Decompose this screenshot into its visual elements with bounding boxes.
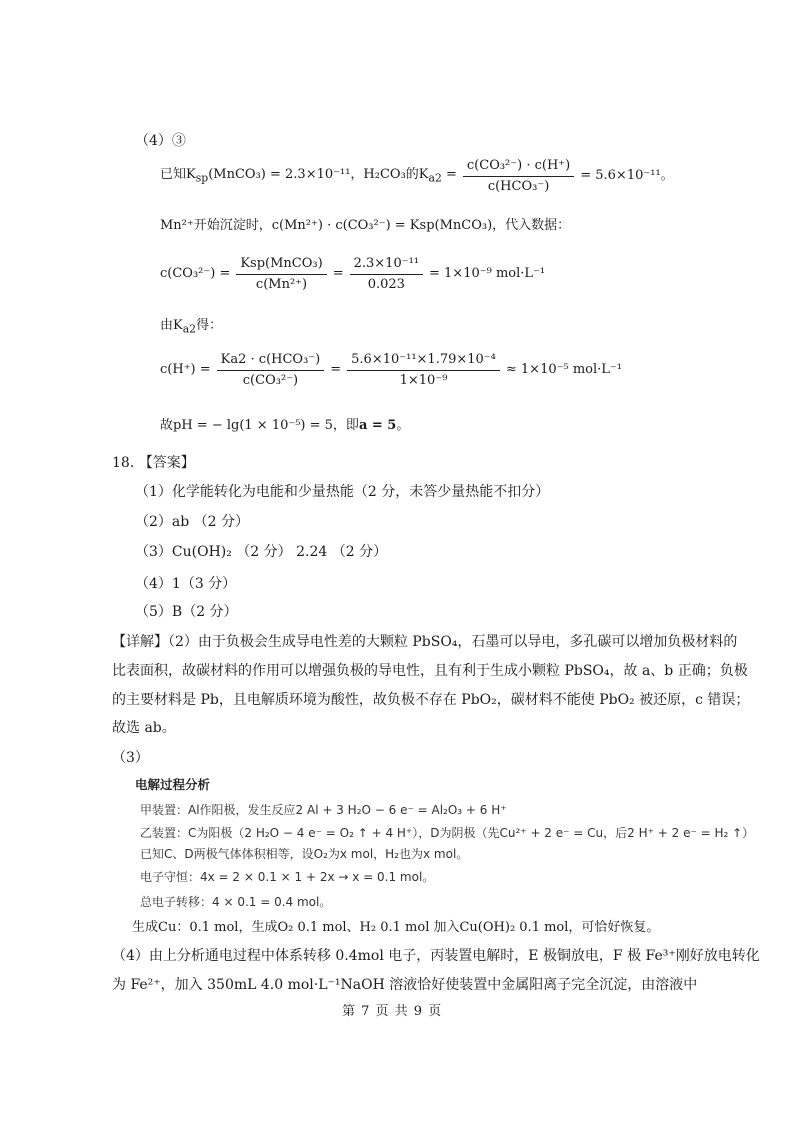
answer-1: （1）化学能转化为电能和少量热能（2 分，未答少量热能不扣分） (135, 484, 550, 500)
analysis-line-4: 电子守恒：4x = 2 × 0.1 × 1 + 2x → x = 0.1 mol。 (140, 870, 435, 884)
analysis-title: 电解过程分析 (135, 777, 211, 792)
ksp-prefix: 已知$K_{sp}(MnCO_3) = 2.3\times 10^{-11}$，H₂CO₃的$K_{a2}$ = (160, 167, 457, 185)
ka2-get-line: 由$K_{a2}$得： (160, 318, 223, 336)
analysis-line-1: 甲装置：Al作阳极，发生反应2 Al + 3 H₂O − 6 e⁻ = Al₂O₃ + 6 H⁺ (140, 803, 507, 817)
detail-line-2: 比表面积，故碳材料的作用可以增强负极的导电性，且有利于生成小颗粒 PbSO₄，故 a、b 正确；负极 (112, 663, 748, 679)
detail-line-1: 【详解】（2）由于负极会生成导电性差的大颗粒 PbSO₄，石墨可以导电，多孔碳可以增加负极材料的 (112, 634, 738, 650)
answer-5: （5）B（2 分） (135, 604, 238, 620)
analysis-line-3: 已知C、D两极气体体积相等，设O₂为x mol，H₂也为x mol。 (140, 847, 469, 861)
h-equation: c(H⁺) = $\frac{\text{Ka2 · c(HCO₃⁻)}}{\text{c(CO₃²⁻)}}$ = $\frac{\text{5.6×10⁻¹¹×1.79×10⁻⁴}}{\text{1×10⁻⁹}}$ ≈ 1×10⁻⁵ mol·L⁻¹ (160, 352, 622, 388)
ka2-value: = 5.6×10⁻¹¹。 (580, 168, 674, 184)
part-label: （4）③ (135, 133, 186, 149)
part4-line-2: 为 Fe²⁺，加入 350mL 4.0 mol·L⁻¹NaOH 溶液恰好使装置中金属阳离子完全沉淀，由溶液中 (112, 977, 698, 993)
ka2-fraction: $\frac{\text{c(CO₃²⁻) · c(H⁺)}}{\text{c(HCO₃⁻)}}$ (463, 158, 574, 194)
part4-line-1: （4）由上分析通电过程中体系转移 0.4mol 电子，丙装置电解时，E 极铜放电，F 极 Fe³⁺刚好放电转化 (112, 948, 760, 964)
mn-precipitation-line: Mn²⁺开始沉淀时，c(Mn²⁺) · c(CO₃²⁻) = Ksp(MnCO₃)，代入数据： (160, 218, 571, 233)
ksp-line (160, 158, 674, 194)
page-footer: 第 7 页 共 9 页 (342, 1004, 443, 1019)
analysis-line-5: 总电子转移：4 × 0.1 = 0.4 mol。 (140, 895, 332, 909)
ph-line: 故pH = − lg(1 × 10⁻⁵) = 5，即a = 5。 (160, 418, 410, 433)
answer-3: （3）Cu(OH)₂ （2 分） 2.24 （2 分） (135, 544, 388, 560)
part3-label: （3） (112, 750, 149, 766)
detail-line-3: 的主要材料是 Pb，且电解质环境为酸性，故负极不存在 PbO₂，碳材料不能使 PbO₂ 被还原，c 错误； (112, 692, 750, 708)
recover-line: 生成Cu：0.1 mol，生成O₂ 0.1 mol、H₂ 0.1 mol 加入Cu(OH)₂ 0.1 mol，可恰好恢复。 (132, 920, 660, 935)
q18-heading: 18. 【答案】 (112, 455, 195, 471)
detail-line-4: 故选 ab。 (112, 720, 176, 736)
answer-2: （2）ab （2 分） (135, 514, 250, 530)
co3-equation: c(CO₃²⁻) = $\frac{\text{Ksp(MnCO₃)}}{\text{c(Mn²⁺)}}$ = $\frac{\text{2.3×10⁻¹¹}}{0.023}$ = 1×10⁻⁹ mol·L⁻¹ (160, 256, 546, 292)
answer-4: （4）1（3 分） (135, 576, 237, 592)
analysis-line-2: 乙装置：C为阳极（2 H₂O − 4 e⁻ = O₂ ↑ + 4 H⁺），D为阴极（先Cu²⁺ + 2 e⁻ = Cu，后2 H⁺ + 2 e⁻ = H₂ ↑） (140, 826, 755, 840)
